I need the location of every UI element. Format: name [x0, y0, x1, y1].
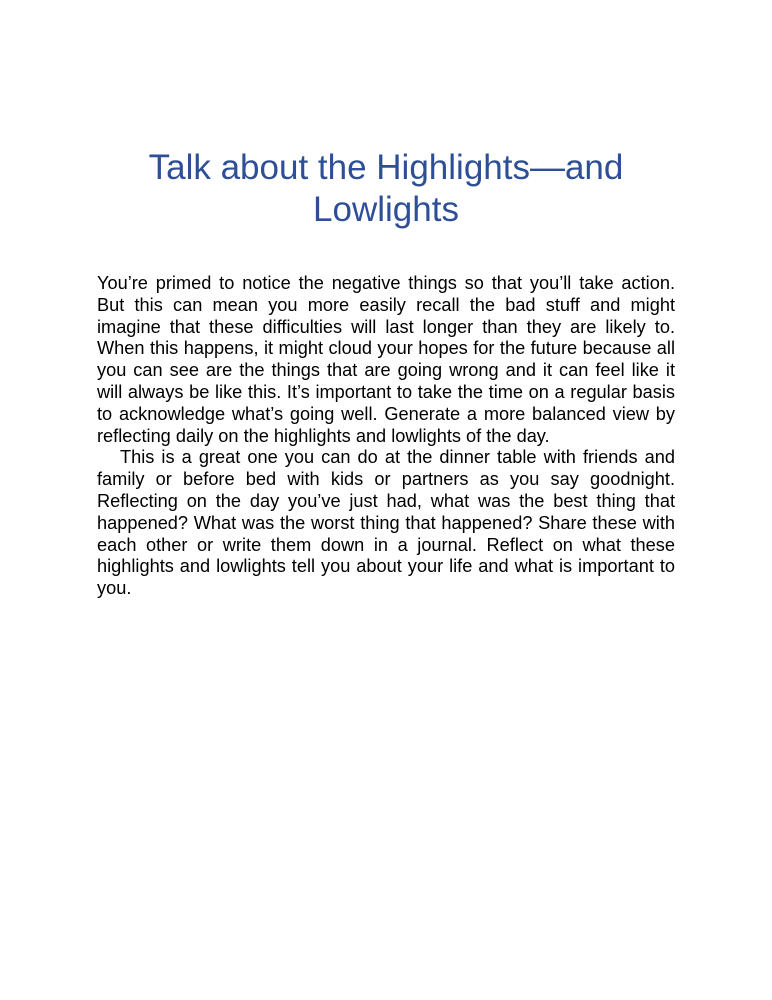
- body-paragraph-1: You’re primed to notice the negative things so that you’ll take action. But this can mean you more easily recall the bad stuff and might imagine that these difficulties will last longer than they are likely to. When this happens, it might cloud your hopes for the future because all you can see are the things that are going wrong and it can feel like it will always be like this. It’s important to take the time on a regular basis to acknowledge what’s going well. Generate a more balanced view by reflecting daily on the highlights and lowlights of the day.: [97, 273, 675, 446]
- body-text: [97, 273, 675, 600]
- page-title: Talk about the Highlights—and Lowlights: [148, 148, 624, 229]
- body-paragraph-2: This is a great one you can do at the dinner table with friends and family or before bed with kids or partners as you say goodnight. Reflecting on the day you’ve just had, what was the best thing that happened? What was the worst thing that happened? Share these with each other or write them down in a journal. Reflect on what these highlights and lowlights tell you about your life and what is important to you.: [97, 447, 675, 599]
